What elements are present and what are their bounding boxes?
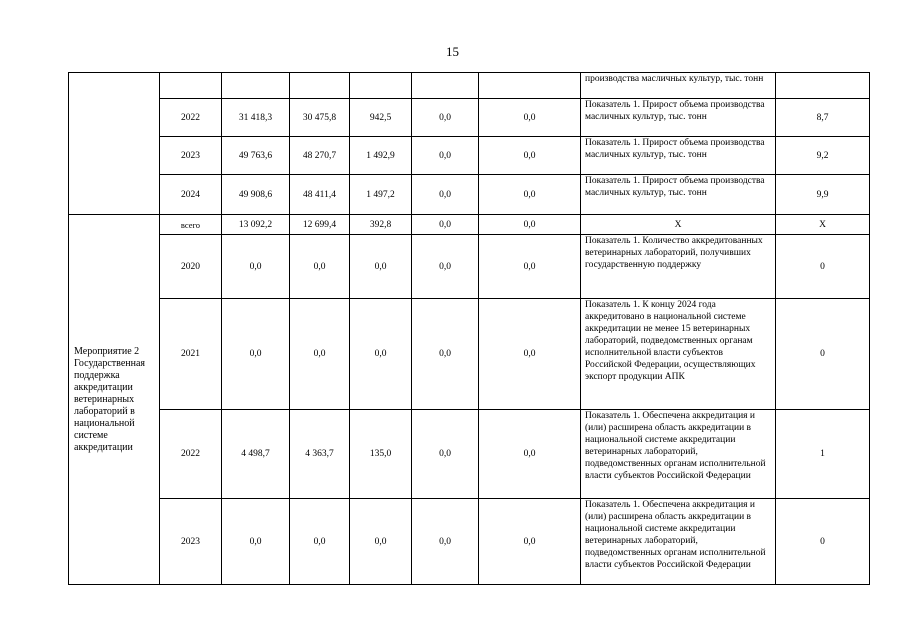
local-cell: 0,0: [412, 137, 479, 175]
extra-cell: 0,0: [479, 99, 581, 137]
table-row-continued: [69, 73, 870, 99]
federal-cell: 48 270,7: [290, 137, 350, 175]
event-cell-prev: [69, 73, 160, 215]
table-row: [69, 99, 870, 137]
extra-cell: 0,0: [479, 137, 581, 175]
total-cell: 49 908,6: [222, 175, 290, 215]
value-cell: 9,9: [776, 175, 870, 215]
federal-cell: [290, 73, 350, 99]
regional-cell: 1 492,9: [350, 137, 412, 175]
indicator-cell: Показатель 1. Прирост объема производства масличных культур, тыс. тонн: [581, 137, 776, 175]
total-cell: 0,0: [222, 235, 290, 299]
value-cell: 0: [776, 235, 870, 299]
total-cell: 4 498,7: [222, 410, 290, 499]
value-cell: 8,7: [776, 99, 870, 137]
regional-cell: 1 497,2: [350, 175, 412, 215]
regional-cell: 942,5: [350, 99, 412, 137]
indicator-cell: Показатель 1. Обеспечена аккредитация и (или) расширена область аккредитации в национальной системе аккредитации ветеринарных лабораторий, подведомственных органам исполнительной власти субъектов Российской Федерации: [581, 410, 776, 499]
table-row: [69, 235, 870, 299]
local-cell: 0,0: [412, 499, 479, 585]
regional-cell: 135,0: [350, 410, 412, 499]
table-row: [69, 410, 870, 499]
federal-cell: 12 699,4: [290, 215, 350, 235]
page-number: 15: [446, 44, 459, 59]
federal-cell: 0,0: [290, 299, 350, 410]
year-cell: [160, 73, 222, 99]
local-cell: 0,0: [412, 235, 479, 299]
indicator-cell: Показатель 1. Обеспечена аккредитация и (или) расширена область аккредитации в национальной системе аккредитации ветеринарных лабораторий, подведомственных органам исполнительной власти субъектов Российской Федерации: [581, 499, 776, 585]
regional-cell: 0,0: [350, 235, 412, 299]
value-cell: 0: [776, 299, 870, 410]
regional-cell: 0,0: [350, 499, 412, 585]
indicator-cell: Показатель 1. Прирост объема производства масличных культур, тыс. тонн: [581, 175, 776, 215]
year-cell: 2020: [160, 235, 222, 299]
local-cell: 0,0: [412, 215, 479, 235]
extra-cell: 0,0: [479, 499, 581, 585]
total-cell: [222, 73, 290, 99]
table-row: [69, 137, 870, 175]
total-cell: 0,0: [222, 299, 290, 410]
federal-cell: 4 363,7: [290, 410, 350, 499]
total-cell: 31 418,3: [222, 99, 290, 137]
year-cell: 2023: [160, 137, 222, 175]
table-row: [69, 175, 870, 215]
year-cell: 2021: [160, 299, 222, 410]
table-row-total: [69, 215, 870, 235]
extra-cell: 0,0: [479, 410, 581, 499]
event-name-cell: Мероприятие 2 Государственная поддержка аккредитации ветеринарных лабораторий в национальной системе аккредитации: [69, 215, 160, 585]
year-cell: 2023: [160, 499, 222, 585]
indicator-cell: Х: [581, 215, 776, 235]
value-cell: Х: [776, 215, 870, 235]
value-cell: 0: [776, 499, 870, 585]
total-cell: 0,0: [222, 499, 290, 585]
total-cell: 49 763,6: [222, 137, 290, 175]
indicator-cell: Показатель 1. Прирост объема производства масличных культур, тыс. тонн: [581, 99, 776, 137]
indicator-cell: Показатель 1. К концу 2024 года аккредитовано в национальной системе аккредитации не менее 15 ветеринарных лабораторий, подведомственных органам исполнительной власти субъектов Российской Федерации, осуществляющих экспорт продукции АПК: [581, 299, 776, 410]
local-cell: [412, 73, 479, 99]
federal-cell: 48 411,4: [290, 175, 350, 215]
year-cell: 2022: [160, 99, 222, 137]
total-cell: 13 092,2: [222, 215, 290, 235]
federal-cell: 30 475,8: [290, 99, 350, 137]
regional-cell: 392,8: [350, 215, 412, 235]
regional-cell: 0,0: [350, 299, 412, 410]
indicator-cell: производства масличных культур, тыс. тонн: [581, 73, 776, 99]
extra-cell: 0,0: [479, 175, 581, 215]
local-cell: 0,0: [412, 175, 479, 215]
local-cell: 0,0: [412, 410, 479, 499]
federal-cell: 0,0: [290, 499, 350, 585]
extra-cell: 0,0: [479, 215, 581, 235]
value-cell: 9,2: [776, 137, 870, 175]
value-cell: 1: [776, 410, 870, 499]
federal-cell: 0,0: [290, 235, 350, 299]
table-row: [69, 299, 870, 410]
indicator-cell: Показатель 1. Количество аккредитованных ветеринарных лабораторий, получивших государственную поддержку: [581, 235, 776, 299]
local-cell: 0,0: [412, 99, 479, 137]
local-cell: 0,0: [412, 299, 479, 410]
regional-cell: [350, 73, 412, 99]
extra-cell: 0,0: [479, 299, 581, 410]
year-cell: 2022: [160, 410, 222, 499]
budget-table: [68, 72, 870, 585]
table-row: [69, 499, 870, 585]
extra-cell: 0,0: [479, 235, 581, 299]
value-cell: [776, 73, 870, 99]
year-cell: 2024: [160, 175, 222, 215]
extra-cell: [479, 73, 581, 99]
year-cell: всего: [160, 215, 222, 235]
